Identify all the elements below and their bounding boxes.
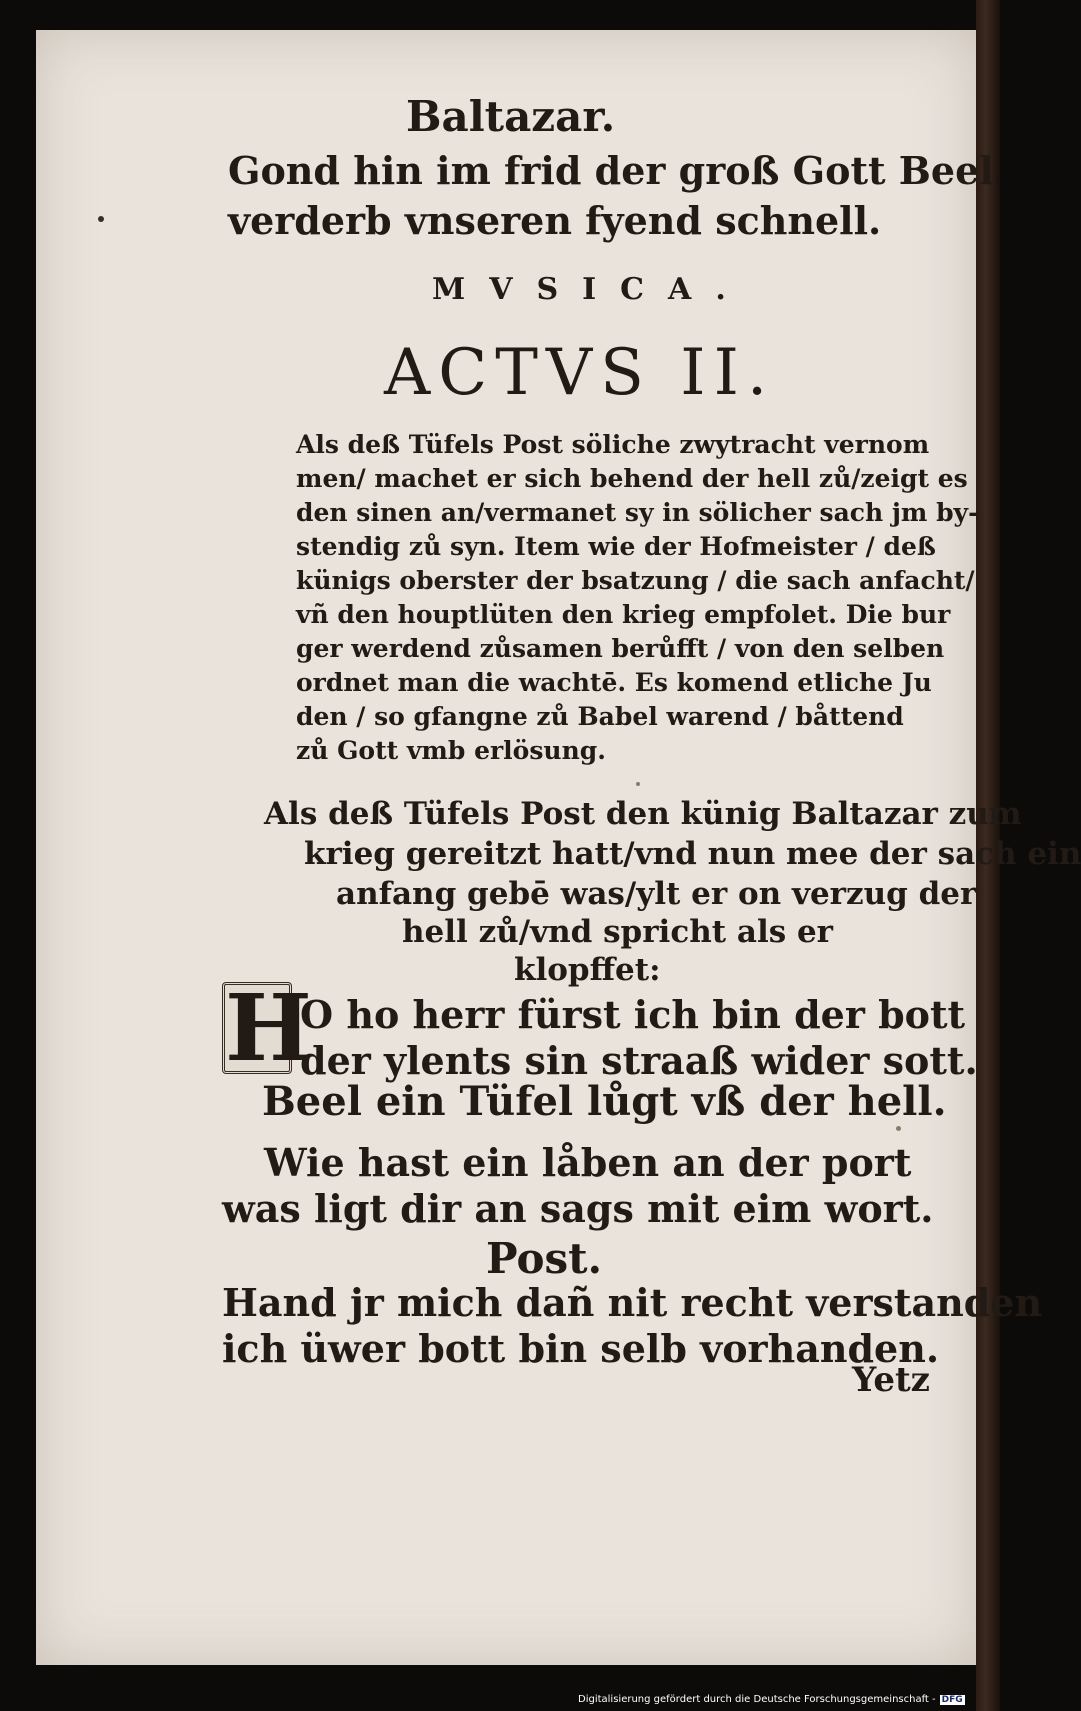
- argument-line: Als deß Tüfels Post söliche zwytracht vernom: [296, 430, 930, 459]
- scene-heading-line: klopffet:: [514, 952, 661, 988]
- verse-line: verderb vnseren fyend schnell.: [228, 198, 882, 243]
- digitization-footer: [578, 1694, 965, 1708]
- argument-line: den sinen an/vermanet sy in sölicher sach jm by-: [296, 498, 979, 527]
- ink-speck: [896, 1126, 901, 1131]
- speaker-beel: Beel ein Tüfel lůgt vß der hell.: [262, 1078, 947, 1125]
- verse-line: Hand jr mich dañ nit recht verstanden: [222, 1280, 1043, 1325]
- scene-heading-line: Als deß Tüfels Post den künig Baltazar zum: [264, 796, 1022, 832]
- drop-cap-initial: H: [222, 982, 292, 1074]
- catchword: Yetz: [852, 1360, 930, 1400]
- dfg-logo: DFG: [941, 1695, 963, 1705]
- argument-line: ger werdend zůsamen berůfft / von den selben: [296, 634, 945, 663]
- verse-line: ich üwer bott bin selb vorhanden.: [222, 1326, 940, 1371]
- argument-line: men/ machet er sich behend der hell zů/zeigt es: [296, 464, 968, 493]
- verse-line: Gond hin im frid der groß Gott Beel: [228, 148, 994, 193]
- scene-heading-line: anfang gebē was/ylt er on verzug der: [336, 876, 977, 912]
- verse-line: was ligt dir an sags mit eim wort.: [222, 1186, 934, 1231]
- argument-line: ordnet man die wachtē. Es komend etliche Ju: [296, 668, 932, 697]
- footer-text: Digitalisierung gefördert durch die Deutsche Forschungsgemeinschaft -: [578, 1694, 936, 1705]
- verse-line: O ho herr fürst ich bin der bott: [300, 992, 966, 1037]
- argument-line: stendig zů syn. Item wie der Hofmeister / deß: [296, 532, 936, 561]
- speaker-baltazar: Baltazar.: [406, 92, 616, 141]
- argument-line: zů Gott vmb erlösung.: [296, 736, 606, 765]
- scene-heading-line: hell zů/vnd spricht als er: [402, 914, 834, 950]
- scene-heading-line: krieg gereitzt hatt/vnd nun mee der sach ein: [304, 836, 1081, 872]
- musica-heading: MVSICA.: [432, 272, 750, 307]
- argument-line: den / so gfangne zů Babel warend / båttend: [296, 702, 904, 731]
- argument-line: vñ den houptlüten den krieg empfolet. Die bur: [296, 600, 951, 629]
- act-title: ACTVS II.: [384, 336, 776, 410]
- ink-speck: [636, 782, 640, 786]
- verse-line: der ylents sin straaß wider sott.: [300, 1038, 978, 1083]
- verse-line: Wie hast ein låben an der port: [264, 1140, 912, 1185]
- argument-line: künigs oberster der bsatzung / die sach anfacht/: [296, 566, 975, 595]
- ink-speck: [98, 216, 104, 222]
- speaker-post: Post.: [486, 1234, 603, 1283]
